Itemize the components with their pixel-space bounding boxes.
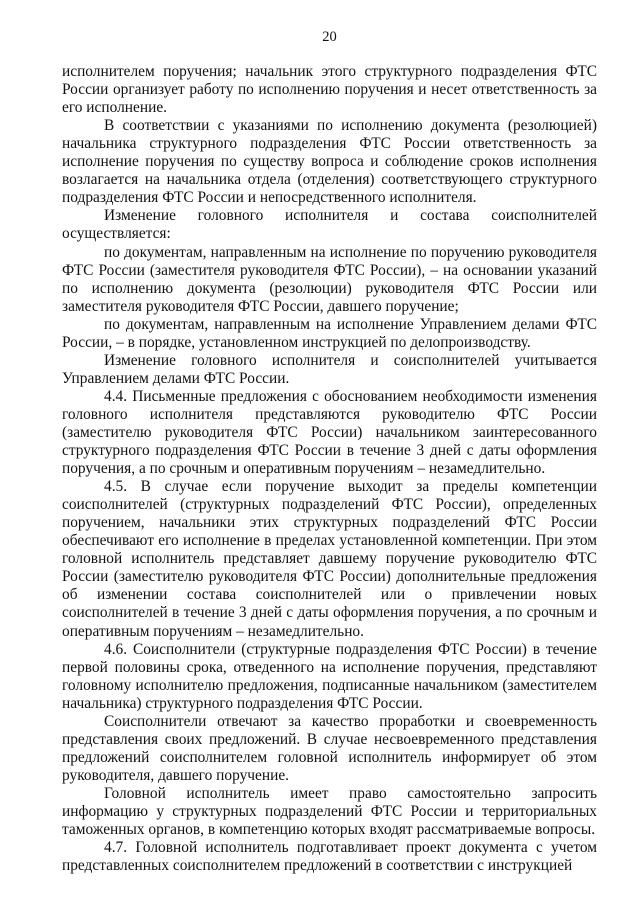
paragraph-change-executor: Изменение головного исполнителя и состава соисполнителей осуществляется: bbox=[62, 207, 597, 243]
document-page bbox=[62, 28, 597, 875]
paragraph-by-head-order: по документам, направленным на исполнение по поручению руководителя ФТС России (заместителя руководителя ФТС России), – на основании указаний по исполнению документа (резолюции) руководителя ФТС России или заместителя руководителя ФТС России, давшего поручение; bbox=[62, 243, 597, 315]
paragraph-by-admin-office: по документам, направленным на исполнение Управлением делами ФТС России, – в порядке, установленном инструкцией по делопроизводству. bbox=[62, 315, 597, 351]
paragraph-responsibility: В соответствии с указаниями по исполнению документа (резолюцией) начальника структурного подразделения ФТС России ответственность за исполнение поручения по существу вопроса и соблюдение сроков исполнения возлагается на начальника отдела (отделения) соответствующего структурного подразделения ФТС России и непосредственного исполнителя. bbox=[62, 117, 597, 207]
paragraph-continuation: исполнителем поручения; начальник этого структурного подразделения ФТС России организует работу по исполнению поручения и несет ответственность за его исполнение. bbox=[62, 63, 597, 117]
paragraph-4-5: 4.5. В случае если поручение выходит за пределы компетенции соисполнителей (структурных подразделений ФТС России), определенных поручением, начальники этих структурных подразделений ФТС России обеспечивают его исполнение в пределах установленной компетенции. При этом головной исполнитель представляет давшему поручение руководителю ФТС России (заместителю руководителя ФТС России) дополнительные предложения об изменении состава соисполнителей или о привлечении новых соисполнителей в течение 3 дней с даты оформления поручения, а по срочным и оперативным поручениям – незамедлительно. bbox=[62, 478, 597, 640]
page-number: 20 bbox=[322, 29, 337, 45]
paragraph-change-accounted: Изменение головного исполнителя и соисполнителей учитывается Управлением делами ФТС России. bbox=[62, 351, 597, 387]
paragraph-4-6: 4.6. Соисполнители (структурные подразделения ФТС России) в течение первой половины срока, отведенного на исполнение поручения, представляют головному исполнителю предложения, подписанные начальником (заместителем начальника) структурного подразделения ФТС России. bbox=[62, 640, 597, 712]
paragraph-4-7: 4.7. Головной исполнитель подготавливает проект документа с учетом представленных соисполнителем предложений в соответствии с инструкцией bbox=[62, 839, 597, 875]
paragraph-request-information: Головной исполнитель имеет право самостоятельно запросить информацию у структурных подразделений ФТС России и территориальных таможенных органов, в компетенцию которых входят рассматриваемые вопросы. bbox=[62, 784, 597, 839]
paragraph-coexecutors-responsibility: Соисполнители отвечают за качество проработки и своевременность представления своих предложений. В случае несвоевременного представления предложений соисполнителем головной исполнитель информирует об этом руководителя, давшего поручение. bbox=[62, 712, 597, 784]
paragraph-4-4: 4.4. Письменные предложения с обоснованием необходимости изменения головного исполнителя представляются руководителю ФТС России (заместителю руководителя ФТС России) начальником заинтересованного структурного подразделения ФТС России в течение 3 дней с даты оформления поручения, а по срочным и оперативным поручениям – незамедлительно. bbox=[62, 387, 597, 478]
